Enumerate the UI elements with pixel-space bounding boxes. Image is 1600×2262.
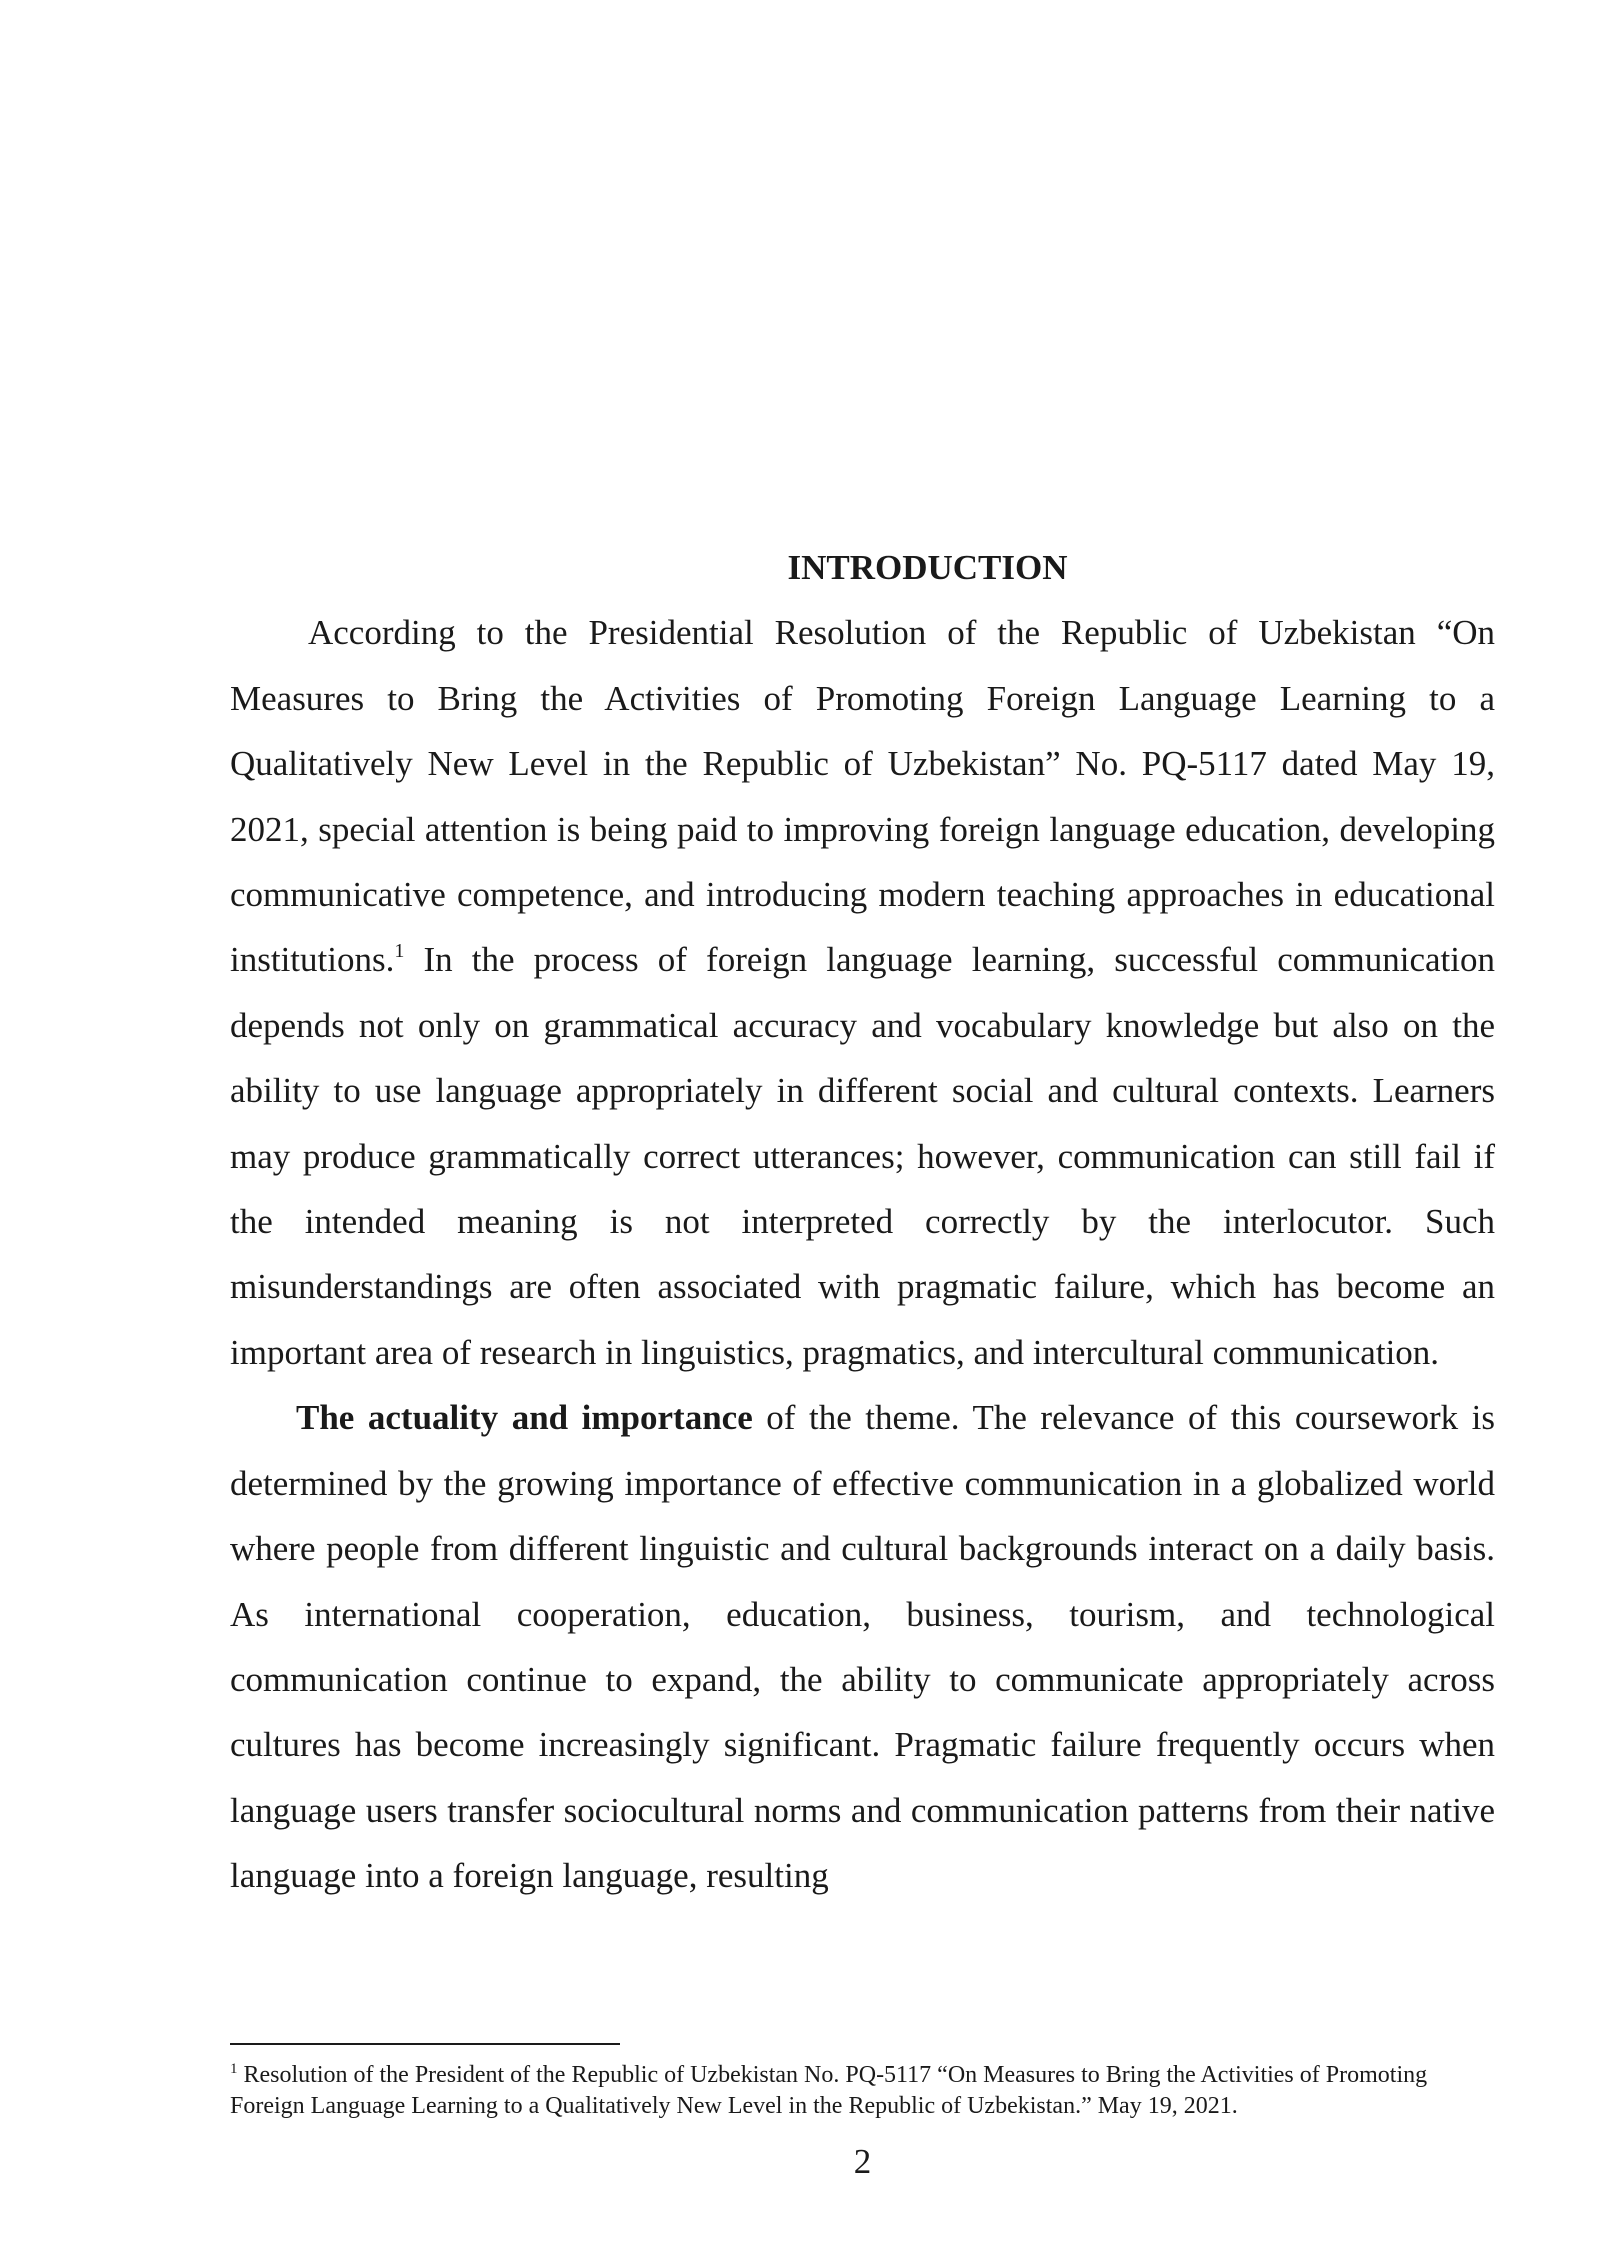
page-number: 2 [853, 2142, 872, 2181]
paragraph-text-after-ref: In the process of foreign language learning, successful communication depends not only on grammatical accuracy and vocabulary knowledge but also on the ability to use language appropriately in different social and cultural contexts. Learners may produce grammatically correct utterances; however, communication can still fail if the intended meaning is not interpreted correctly by the interlocutor. Such misunderstandings are often associated with pragmatic failure, which has become an important area of research in linguistics, pragmatics, and intercultural communication. [230, 940, 1495, 1372]
footnote-number: 1 [230, 2061, 238, 2077]
footnote [230, 2060, 1495, 2122]
footnote-text: Resolution of the President of the Republic of Uzbekistan No. PQ-5117 “On Measures to Bring the Activities of Promoting Foreign Language Learning to a Qualitatively New Level in the Republic of Uzbekistan.” May 19, 2021. [230, 2062, 1428, 2119]
footnote-reference[interactable]: 1 [394, 940, 405, 963]
paragraph-text-before-ref: According to the Presidential Resolution of the Republic of Uzbekistan “On Measures to Bring the Activities of Promoting Foreign Language Learning to a Qualitatively New Level in the Republic of Uzbekistan” No. PQ-5117 dated May 19, 2021, special attention is being paid to improving foreign language education, developing communicative competence, and introducing modern teaching approaches in educational institutions. [230, 613, 1495, 980]
section-heading: INTRODUCTION [787, 548, 1068, 587]
paragraph-actuality [230, 1385, 1495, 1908]
footnote-separator [230, 2043, 620, 2045]
main-text [230, 535, 1495, 1909]
paragraph-introduction [230, 600, 1495, 1385]
paragraph-actuality-text: of the theme. The relevance of this coursework is determined by the growing importance of effective communication in a globalized world where people from different linguistic and cultural backgrounds interact on a daily basis. As international cooperation, education, business, tourism, and technological communication continue to expand, the ability to communicate appropriately across cultures has become increasingly significant. Pragmatic failure frequently occurs when language users transfer sociocultural norms and communication patterns from their native language into a foreign language, resulting [230, 1398, 1495, 1896]
paragraph-bold-lead: The actuality and importance [296, 1398, 753, 1438]
